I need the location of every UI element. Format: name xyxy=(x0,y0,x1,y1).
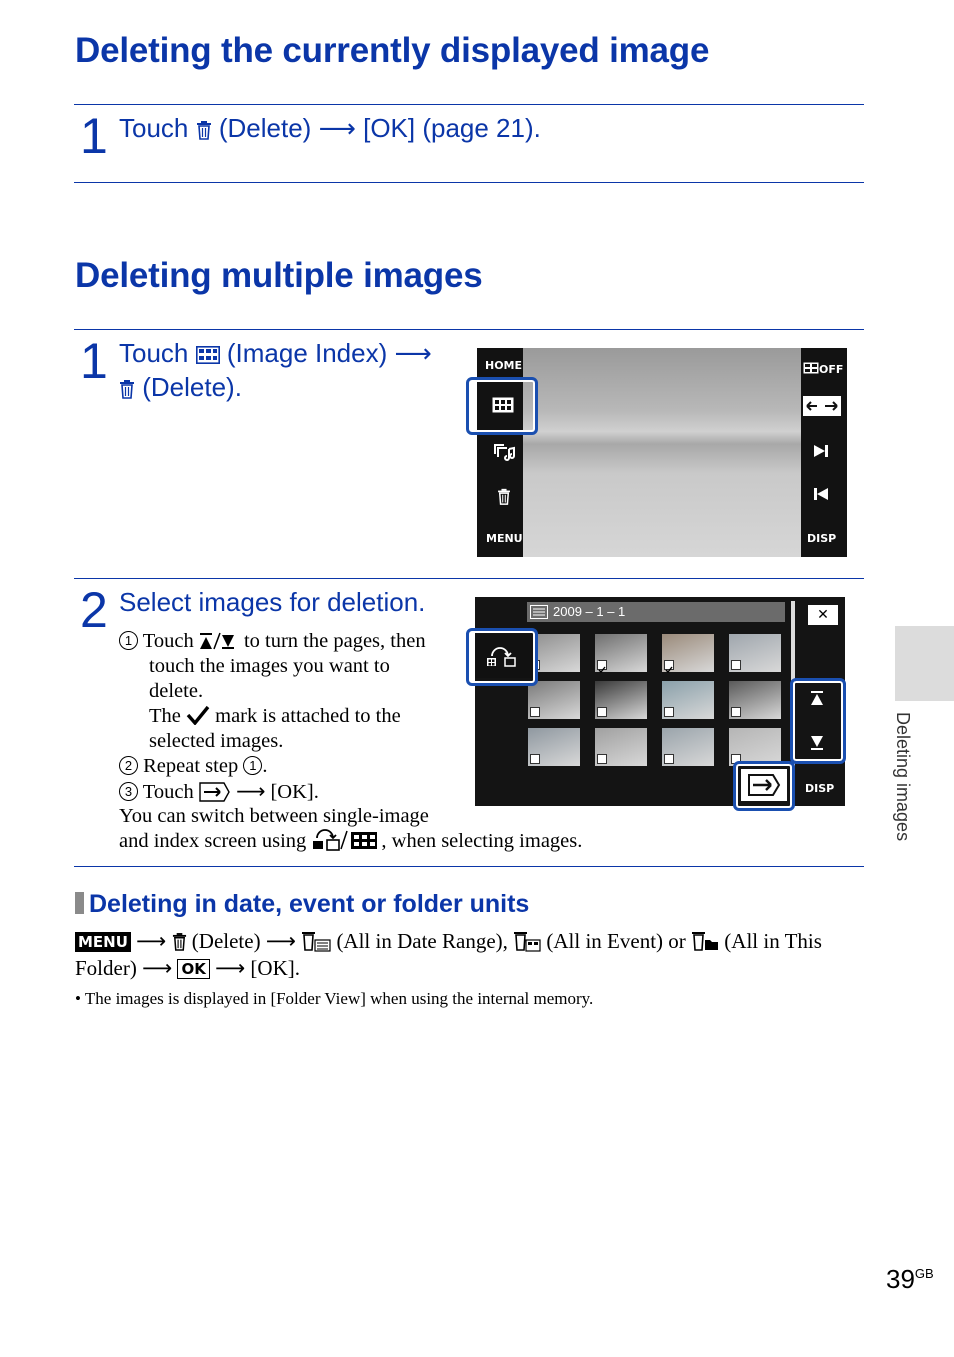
instruction-text: selected images. xyxy=(149,730,284,752)
step-heading: Select images for deletion. xyxy=(119,587,426,617)
trash-icon xyxy=(196,113,212,143)
delete-label: (Delete) xyxy=(218,113,312,143)
path-text: (All in Event) or xyxy=(546,929,686,953)
delete-button[interactable] xyxy=(497,488,511,510)
instruction-item-2 xyxy=(119,754,267,779)
arrow-icon: ⟶ xyxy=(318,114,356,144)
side-tab xyxy=(895,626,954,701)
path-text: [OK]. xyxy=(250,956,300,980)
arrow-icon: ⟶ xyxy=(235,779,266,803)
image-thumbnail[interactable] xyxy=(662,728,714,766)
subsection-marker xyxy=(75,892,84,914)
image-thumbnail[interactable] xyxy=(595,681,647,719)
trash-icon xyxy=(119,372,135,402)
next-arrow-icon xyxy=(199,781,231,803)
circled-number: 1 xyxy=(119,631,138,650)
trash-event-icon xyxy=(513,929,541,953)
instruction-item-3 xyxy=(119,779,319,805)
divider xyxy=(74,578,864,579)
arrow-icon: ⟶ xyxy=(136,929,167,953)
instruction-text: The xyxy=(149,705,181,727)
step-text xyxy=(119,337,432,404)
step-text xyxy=(119,112,541,146)
image-thumbnail[interactable] xyxy=(729,634,781,672)
selection-checkbox[interactable] xyxy=(664,660,674,670)
page-up-down-icon xyxy=(199,630,239,652)
instruction-text xyxy=(149,704,401,729)
step-number: 2 xyxy=(80,582,108,638)
trash-folder-icon xyxy=(691,929,719,953)
circled-number: 1 xyxy=(243,756,262,775)
page-number-value: 39 xyxy=(886,1264,915,1294)
home-button[interactable]: HOME xyxy=(485,359,523,372)
menu-path-line1 xyxy=(75,929,822,954)
menu-icon: MENU xyxy=(75,932,131,952)
image-thumbnail[interactable] xyxy=(729,681,781,719)
divider xyxy=(74,329,864,330)
selection-checkbox[interactable] xyxy=(597,754,607,764)
circled-number: 3 xyxy=(119,782,138,801)
image-thumbnail[interactable] xyxy=(528,728,580,766)
slideshow-icon[interactable] xyxy=(492,440,516,469)
highlight-frame xyxy=(466,377,538,435)
bullet-note: • The images is displayed in [Folder View] when using the internal memory. xyxy=(75,989,594,1008)
previous-icon[interactable] xyxy=(813,487,829,506)
step-prefix: Touch xyxy=(119,113,189,143)
image-index-icon xyxy=(196,338,220,368)
disp-button[interactable]: DISP xyxy=(807,532,837,545)
instruction-text: to turn the pages, then xyxy=(243,630,426,652)
arrow-icon: ⟶ xyxy=(215,956,246,980)
menu-path-line2 xyxy=(75,956,300,981)
trash-icon xyxy=(172,929,187,953)
instruction-text: Repeat step xyxy=(143,755,239,777)
selection-checkbox[interactable] xyxy=(530,707,540,717)
arrow-icon: ⟶ xyxy=(142,956,173,980)
step-number: 1 xyxy=(80,108,108,164)
image-thumbnail[interactable] xyxy=(595,634,647,672)
note-text: , when selecting images. xyxy=(381,830,583,852)
page-number-suffix: GB xyxy=(914,1266,934,1281)
off-label: OFF xyxy=(819,363,844,376)
image-thumbnail[interactable] xyxy=(662,681,714,719)
instruction-text: touch the images you want to xyxy=(149,655,390,677)
camera-screen-single xyxy=(477,348,847,557)
selection-checkbox[interactable] xyxy=(731,707,741,717)
circled-number: 2 xyxy=(119,756,138,775)
instruction-text: . xyxy=(262,755,268,777)
close-button[interactable]: ✕ xyxy=(808,605,838,625)
calendar-icon xyxy=(530,605,548,624)
divider xyxy=(74,182,864,183)
divider xyxy=(74,866,864,867)
checkmark-icon xyxy=(186,705,210,727)
side-tab-label: Deleting images xyxy=(893,712,913,842)
image-thumbnail[interactable] xyxy=(662,634,714,672)
selection-checkbox[interactable] xyxy=(664,707,674,717)
date-label: 2009 – 1 – 1 xyxy=(553,604,626,619)
note-text: and index screen using xyxy=(119,830,307,852)
divider xyxy=(74,104,864,105)
arrow-icon: ⟶ xyxy=(265,929,296,953)
step-number: 1 xyxy=(80,333,108,389)
zoom-button[interactable] xyxy=(803,396,841,416)
selection-checkbox[interactable] xyxy=(664,754,674,764)
arrow-icon: ⟶ xyxy=(394,339,432,369)
display-off-button[interactable] xyxy=(803,360,843,378)
path-text: (Delete) xyxy=(191,929,261,953)
step-prefix: Touch xyxy=(119,338,189,368)
image-thumbnail[interactable] xyxy=(595,728,647,766)
highlight-frame xyxy=(733,761,795,811)
next-icon[interactable] xyxy=(813,444,829,463)
switch-view-icon xyxy=(311,830,381,852)
selection-checkbox[interactable] xyxy=(530,754,540,764)
trash-date-icon xyxy=(301,929,331,953)
subsection-title xyxy=(75,890,529,919)
selection-checkbox[interactable] xyxy=(597,660,607,670)
menu-button[interactable]: MENU xyxy=(486,532,523,545)
section-title-current: Deleting the currently displayed image xyxy=(75,31,710,70)
path-text: (All in Date Range), xyxy=(336,929,508,953)
selection-checkbox[interactable] xyxy=(597,707,607,717)
instruction-text: mark is attached to the xyxy=(215,705,401,727)
selection-checkbox[interactable] xyxy=(731,660,741,670)
beach-photo xyxy=(523,348,801,557)
highlight-frame xyxy=(466,628,538,686)
instruction-text: [OK]. xyxy=(270,781,319,803)
camera-screen-index xyxy=(475,597,845,806)
instruction-text: Touch xyxy=(142,781,194,803)
instruction-text: Touch xyxy=(142,630,194,652)
highlight-frame xyxy=(790,678,846,764)
note-text xyxy=(119,829,582,854)
disp-button[interactable]: DISP xyxy=(805,782,835,795)
instruction-item-1 xyxy=(119,629,426,654)
note-text: You can switch between single-image xyxy=(119,805,429,827)
subsection-title-text: Deleting in date, event or folder units xyxy=(89,890,530,918)
instruction-text: delete. xyxy=(149,680,204,702)
section-title-multiple: Deleting multiple images xyxy=(75,256,483,295)
image-index-label: (Image Index) xyxy=(226,338,388,368)
ok-label: [OK] (page 21). xyxy=(363,113,541,143)
image-thumbnail[interactable] xyxy=(528,681,580,719)
path-text: (All in This xyxy=(724,929,822,953)
delete-label: (Delete). xyxy=(142,372,242,402)
ok-icon: OK xyxy=(177,959,209,979)
path-text: Folder) xyxy=(75,956,137,980)
page-number xyxy=(886,1264,934,1295)
